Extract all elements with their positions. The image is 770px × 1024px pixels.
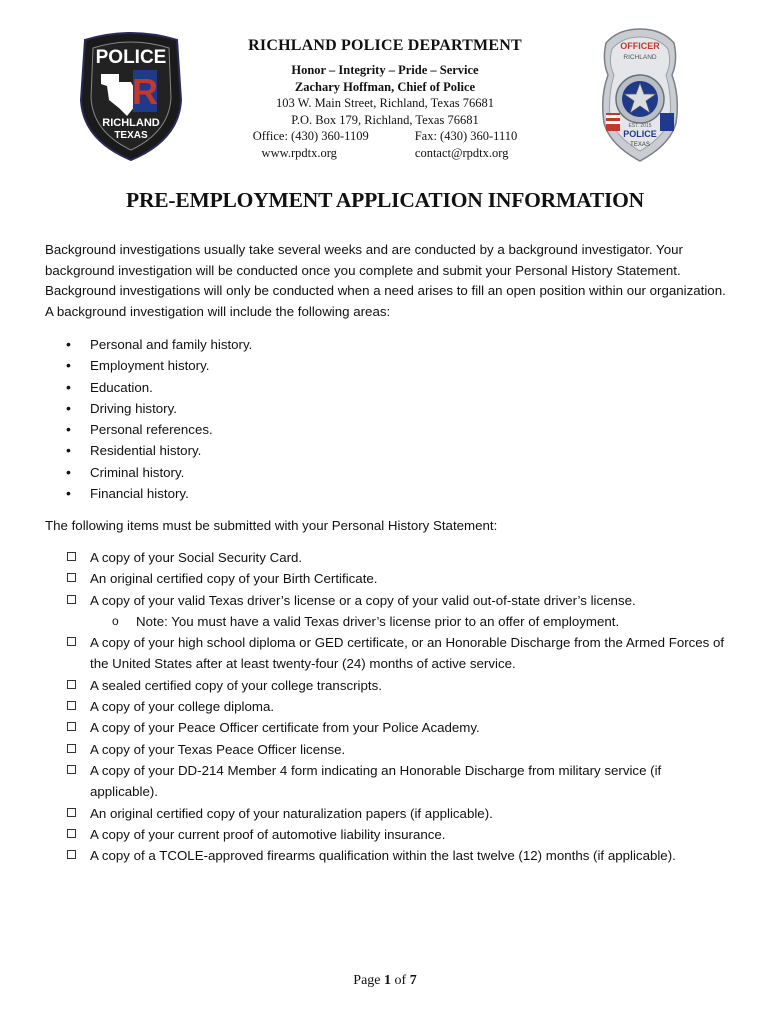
checkbox[interactable] <box>67 680 76 689</box>
svg-text:TEXAS: TEXAS <box>630 142 650 148</box>
email-link[interactable]: contact@rpdtx.org <box>414 145 509 160</box>
street-address: 103 W. Main Street, Richland, Texas 76681 <box>276 96 494 110</box>
chief-name: Zachary Hoffman, Chief of Police <box>294 79 476 94</box>
letterhead <box>215 36 555 161</box>
phone-row <box>215 128 555 145</box>
contact-row <box>215 145 555 162</box>
website-link[interactable]: www.rpdtx.org <box>261 145 337 160</box>
intro-paragraph: Background investigations usually take several weeks and are conducted by a background investigator. Your background investigation will be conducted once you complete and submit your Personal History Statement. Background investigations will only be conducted when a need arises to fill an open position within our organization. A background investigation will include the following areas: <box>45 242 726 319</box>
svg-text:TEXAS: TEXAS <box>114 130 148 141</box>
checkbox[interactable] <box>67 850 76 859</box>
officer-badge-logo <box>600 27 680 163</box>
svg-text:RICHLAND: RICHLAND <box>102 117 160 129</box>
svg-text:OFFICER: OFFICER <box>620 41 660 51</box>
document-title: PRE-EMPLOYMENT APPLICATION INFORMATION <box>126 188 644 212</box>
svg-text:EST. 2015: EST. 2015 <box>628 123 652 129</box>
investigation-areas-list <box>66 334 252 504</box>
checklist-item: A copy of your high school diploma or GED certificate, or an Honorable Discharge from the Armed Forces of the United States after at least twenty-four (24) months of active service. <box>66 632 726 675</box>
checkbox[interactable] <box>67 808 76 817</box>
checklist-item: A copy of your current proof of automotive liability insurance. <box>66 824 726 845</box>
checklist-item: A copy of your DD-214 Member 4 form indicating an Honorable Discharge from military service (if applicable). <box>66 760 726 803</box>
police-patch-logo <box>79 30 183 162</box>
drivers-license-note: o Note: You must have a valid Texas driver’s license prior to an offer of employment. <box>112 611 726 632</box>
svg-text:R: R <box>132 71 158 112</box>
checklist-item: An original certified copy of your Birth Certificate. <box>66 568 726 589</box>
svg-text:POLICE: POLICE <box>95 47 167 68</box>
list-item: • Education. <box>66 377 252 398</box>
fax-number: Fax: (430) 360-1110 <box>414 129 518 143</box>
checklist-item: A copy of your Peace Officer certificate from your Police Academy. <box>66 717 726 738</box>
po-box-address: P.O. Box 179, Richland, Texas 76681 <box>291 112 479 127</box>
list-item: • Driving history. <box>66 398 252 419</box>
list-item: • Personal references. <box>66 419 252 440</box>
checklist-item: A copy of your valid Texas driver’s license or a copy of your valid out-of-state driver’s license. <box>66 590 726 611</box>
checkbox[interactable] <box>67 595 76 604</box>
checkbox[interactable] <box>67 701 76 710</box>
checklist-item: An original certified copy of your naturalization papers (if applicable). <box>66 803 726 824</box>
sub-bullet-icon: o <box>112 613 119 628</box>
required-items-heading: The following items must be submitted with your Personal History Statement: <box>45 518 498 533</box>
checkbox[interactable] <box>67 829 76 838</box>
checklist-item: A copy of your Social Security Card. <box>66 547 726 568</box>
checkbox[interactable] <box>67 765 76 774</box>
list-item: • Employment history. <box>66 355 252 376</box>
checklist-item: A copy of your Texas Peace Officer license. <box>66 739 726 760</box>
checkbox[interactable] <box>67 573 76 582</box>
svg-text:POLICE: POLICE <box>623 129 657 139</box>
svg-text:RICHLAND: RICHLAND <box>623 54 657 61</box>
department-name: RICHLAND POLICE DEPARTMENT <box>248 37 522 54</box>
checkbox[interactable] <box>67 744 76 753</box>
motto: Honor – Integrity – Pride – Service <box>291 63 479 77</box>
list-item: • Residential history. <box>66 440 252 461</box>
checkbox[interactable] <box>67 722 76 731</box>
list-item: • Financial history. <box>66 483 252 504</box>
list-item: • Criminal history. <box>66 462 252 483</box>
required-items-checklist <box>66 547 726 866</box>
office-phone: Office: (430) 360-1109 <box>252 129 369 143</box>
checkbox[interactable] <box>67 637 76 646</box>
checklist-item: A copy of your college diploma. <box>66 696 726 717</box>
checklist-item: A copy of a TCOLE-approved firearms qualification within the last twelve (12) months (if applicable). <box>66 845 726 866</box>
list-item: • Personal and family history. <box>66 334 252 355</box>
checklist-item: A sealed certified copy of your college transcripts. <box>66 675 726 696</box>
page-number: Page 1 of 7 <box>353 973 417 988</box>
checkbox[interactable] <box>67 552 76 561</box>
